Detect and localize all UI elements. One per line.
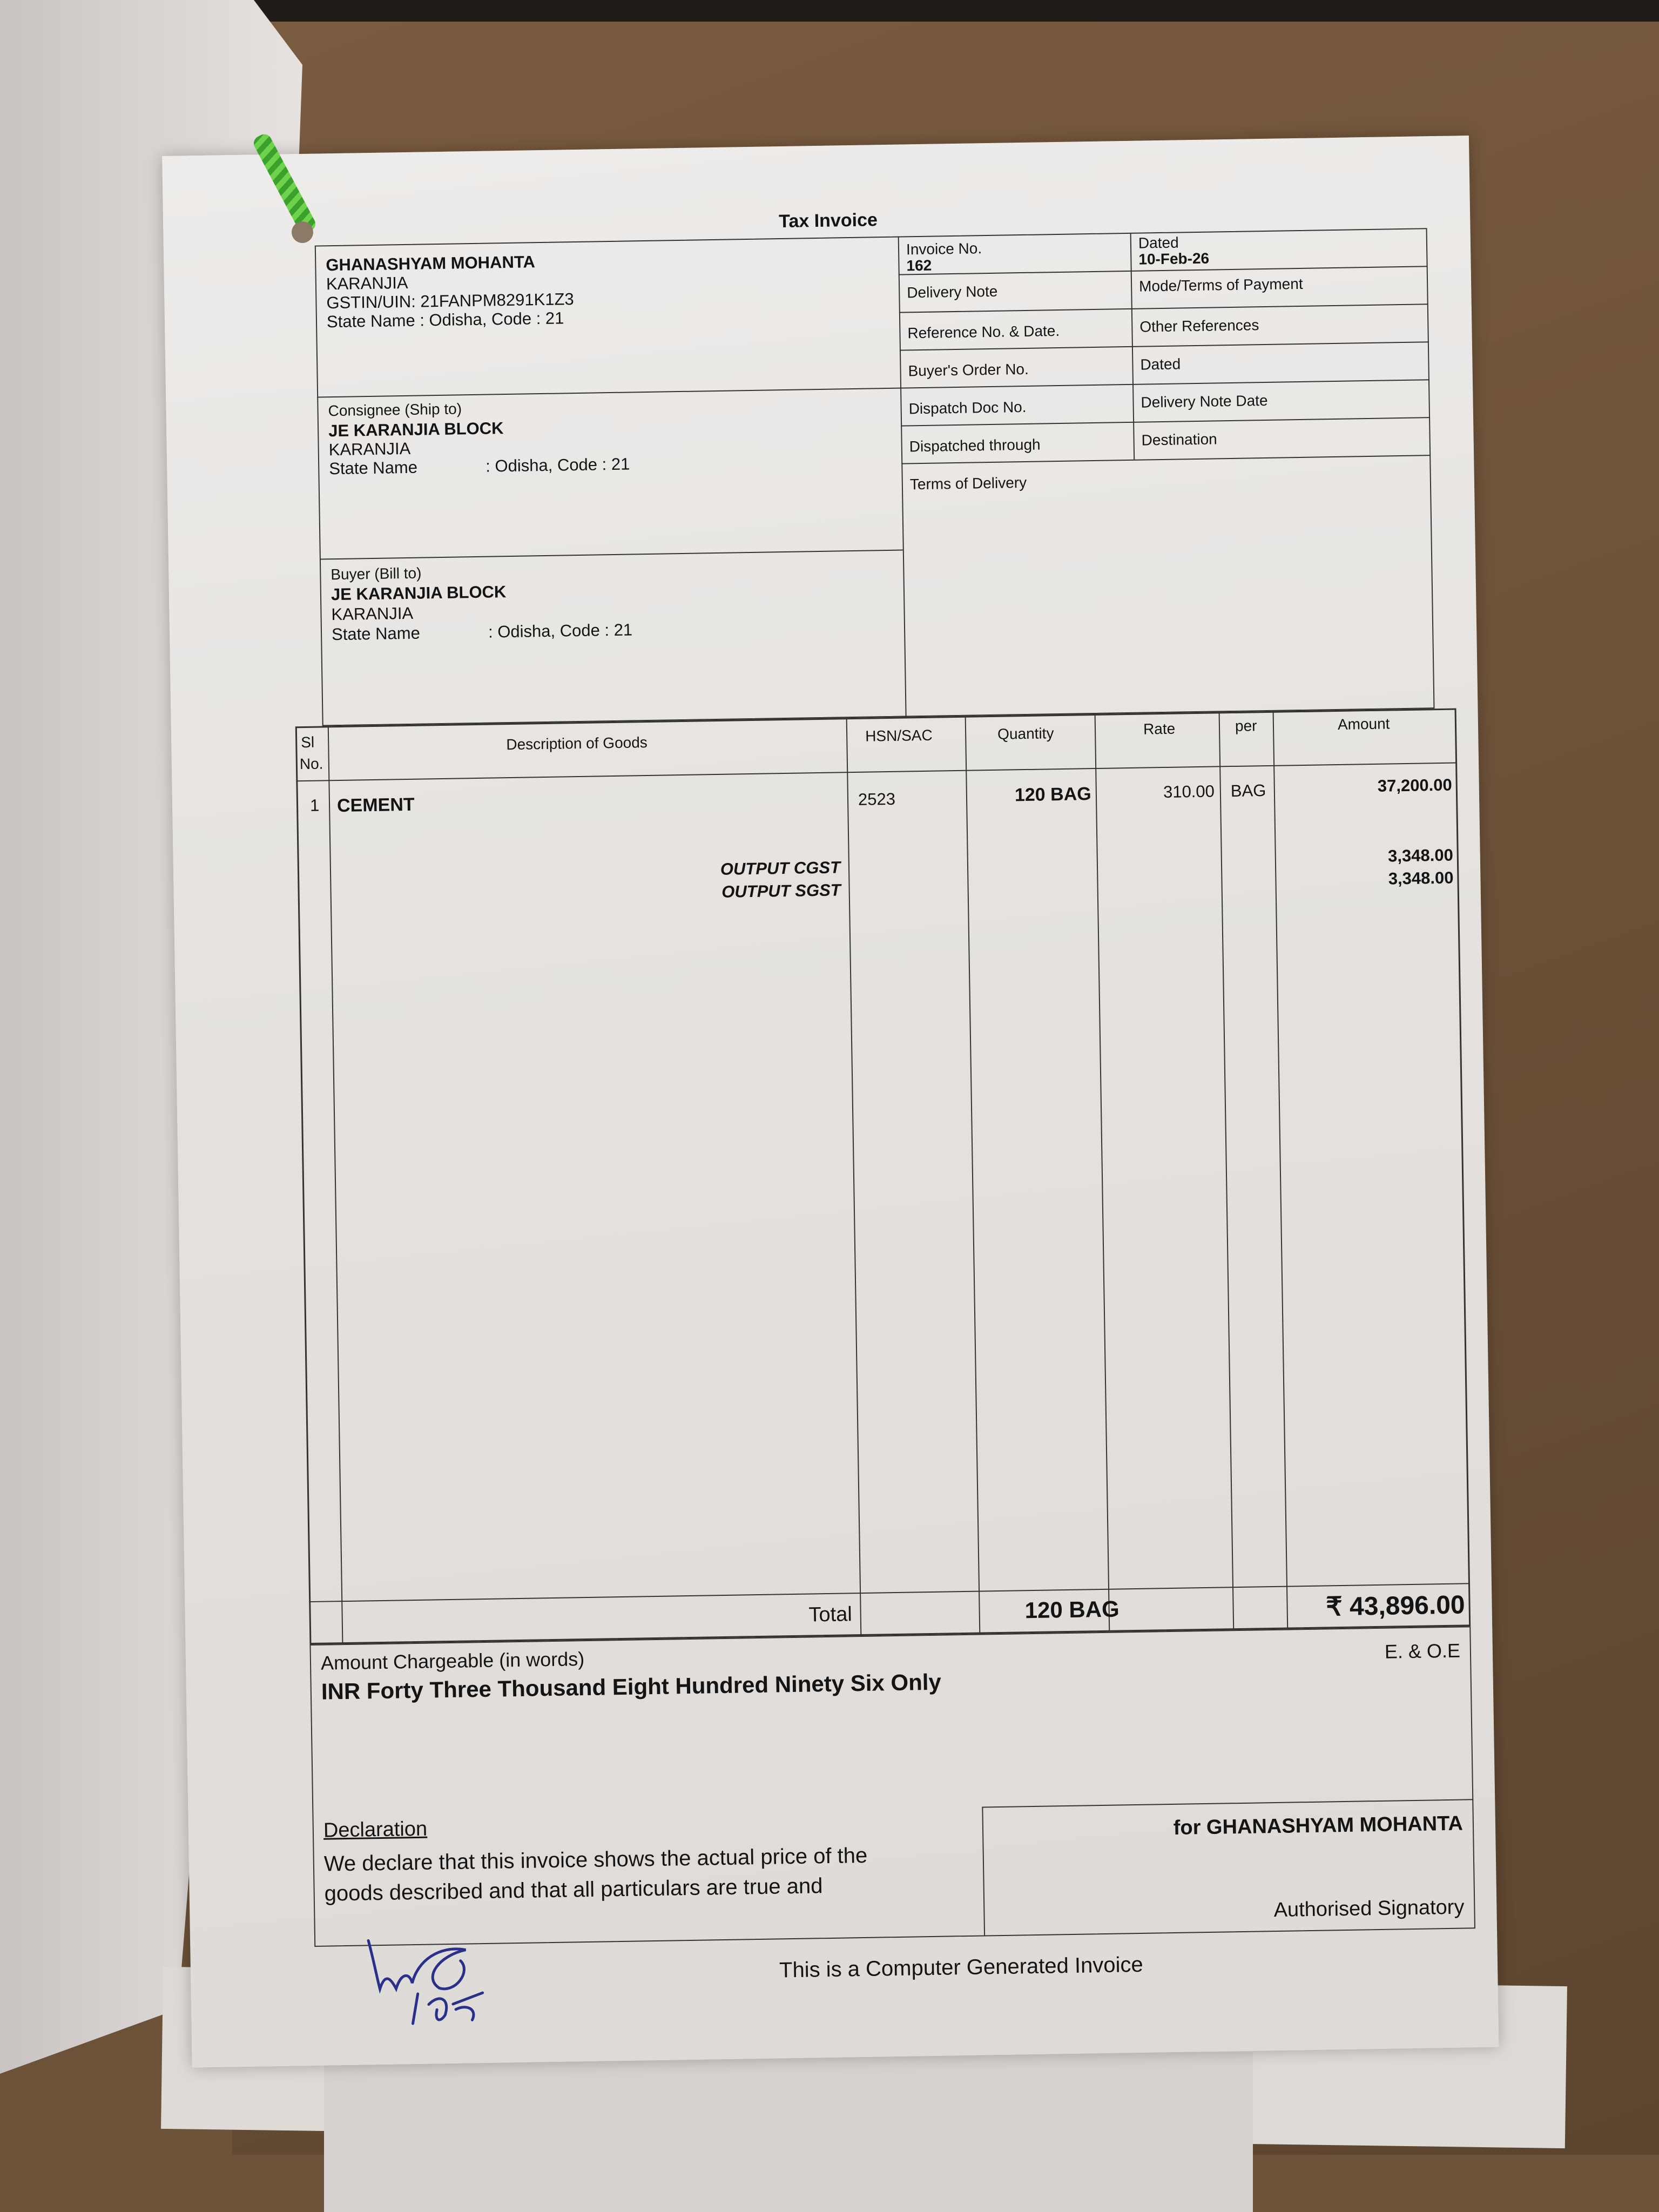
consignee-name: JE KARANJIA BLOCK	[328, 419, 504, 441]
dated-value: 10-Feb-26	[1138, 249, 1210, 268]
consignee-state-value: : Odisha, Code : 21	[485, 454, 630, 476]
items-table	[295, 708, 1471, 1644]
declaration-heading: Declaration	[323, 1817, 428, 1842]
header-description: Description of Goods	[506, 734, 648, 753]
item-per: BAG	[1230, 781, 1266, 801]
words-value: INR Forty Three Thousand Eight Hundred Ninety Six Only	[321, 1669, 942, 1704]
item-rate: 310.00	[1163, 781, 1215, 802]
header-per: per	[1235, 717, 1257, 734]
punch-hole	[292, 221, 313, 243]
other-references-label: Other References	[1139, 316, 1259, 335]
seller-gstin: GSTIN/UIN: 21FANPM8291K1Z3	[326, 289, 574, 313]
reference-label: Reference No. & Date.	[907, 322, 1060, 342]
terms-of-delivery-label: Terms of Delivery	[909, 474, 1027, 493]
handwritten-signature	[358, 1927, 521, 2038]
dispatched-through-label: Dispatched through	[909, 436, 1041, 455]
seller-place: KARANJIA	[326, 273, 408, 294]
total-label: Total	[808, 1603, 853, 1627]
tax-cgst-amount: 3,348.00	[1387, 845, 1454, 866]
item-quantity: 120 BAG	[1014, 784, 1091, 806]
buyer-place: KARANJIA	[331, 603, 414, 624]
tax-sgst-amount: 3,348.00	[1388, 868, 1454, 888]
total-amount: ₹ 43,896.00	[1325, 1590, 1466, 1622]
footer-note: This is a Computer Generated Invoice	[779, 1952, 1143, 1982]
destination-label: Destination	[1141, 430, 1217, 449]
under-sheet-2	[324, 2052, 1253, 2212]
signatory-for: for GHANASHYAM MOHANTA	[1173, 1812, 1464, 1839]
buyers-order-label: Buyer's Order No.	[908, 360, 1029, 380]
dated-label: Dated	[1138, 234, 1179, 252]
eoe-label: E. & O.E	[1384, 1639, 1461, 1663]
total-quantity: 120 BAG	[1024, 1596, 1120, 1623]
seller-name: GHANASHYAM MOHANTA	[326, 252, 536, 275]
header-sl-top: Sl	[300, 733, 315, 751]
invoice-no-label: Invoice No.	[906, 240, 982, 258]
tax-sgst-label: OUTPUT SGST	[721, 880, 841, 901]
tax-cgst-label: OUTPUT CGST	[720, 858, 841, 879]
consignee-place: KARANJIA	[328, 439, 411, 460]
consignee-heading: Consignee (Ship to)	[328, 400, 462, 420]
header-amount: Amount	[1337, 715, 1390, 733]
header-hsn: HSN/SAC	[865, 726, 933, 745]
invoice-no-value: 162	[906, 257, 932, 274]
header-rate: Rate	[1143, 720, 1176, 738]
signatory-label: Authorised Signatory	[1273, 1896, 1465, 1922]
item-description: CEMENT	[336, 794, 415, 817]
seller-state: State Name : Odisha, Code : 21	[326, 308, 564, 332]
declaration-line-2: goods described and that all particulars are true and	[324, 1874, 823, 1906]
invoice-title: Tax Invoice	[778, 210, 878, 232]
words-label: Amount Chargeable (in words)	[320, 1648, 585, 1674]
buyer-name: JE KARANJIA BLOCK	[331, 582, 507, 604]
consignee-state-label: State Name	[329, 457, 418, 478]
dated2-label: Dated	[1140, 355, 1181, 373]
item-amount: 37,200.00	[1377, 775, 1453, 795]
delivery-note-label: Delivery Note	[907, 282, 998, 301]
declaration-line-1: We declare that this invoice shows the actual price of the	[323, 1843, 868, 1876]
item-sl: 1	[309, 795, 320, 815]
header-sl-bottom: No.	[299, 755, 323, 773]
buyer-state-label: State Name	[331, 623, 421, 644]
mode-terms-label: Mode/Terms of Payment	[1138, 275, 1303, 295]
invoice-sheet	[162, 136, 1499, 2068]
dispatch-doc-label: Dispatch Doc No.	[908, 398, 1027, 417]
buyer-state-value: : Odisha, Code : 21	[488, 620, 633, 642]
header-quantity: Quantity	[997, 725, 1054, 743]
buyer-heading: Buyer (Bill to)	[331, 564, 422, 583]
item-hsn: 2523	[858, 789, 896, 809]
delivery-note-date-label: Delivery Note Date	[1141, 392, 1268, 411]
